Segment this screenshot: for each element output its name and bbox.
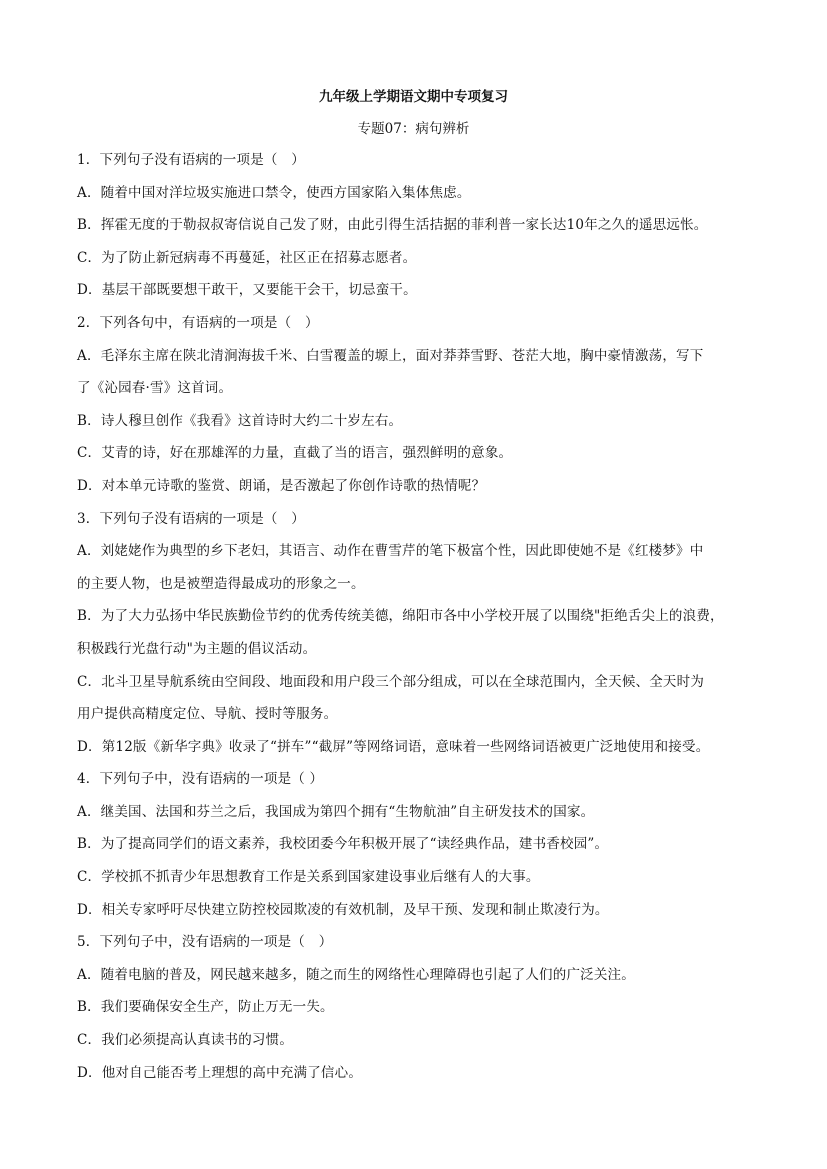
question-3-option-b-cont: 积极践行光盘行动"为主题的倡议活动。 <box>77 640 317 657</box>
page-title: 九年级上学期语文期中专项复习 <box>319 89 508 105</box>
question-3-option-c-cont: 用户提供高精度定位、导航、授时等服务。 <box>77 706 338 723</box>
question-1-option-a: A．随着中国对洋垃圾实施进口禁令，使西方国家陷入集体焦虑。 <box>77 184 471 201</box>
question-3-stem: 3．下列句子没有语病的一项是（ ） <box>77 510 305 527</box>
document-body <box>77 149 757 1094</box>
question-4-option-c: C．学校抓不抓青少年思想教育工作是关系到国家建设事业后继有人的大事。 <box>77 869 540 886</box>
question-5-option-b: B．我们要确保安全生产，防止万无一失。 <box>77 999 334 1016</box>
question-1-stem: 1．下列句子没有语病的一项是（ ） <box>77 152 305 168</box>
question-5-stem: 5．下列句子中，没有语病的一项是（ ） <box>77 934 333 951</box>
question-4-option-a: A．继美国、法国和芬兰之后，我国成为第四个拥有“生物航油”自主研发技术的国家。 <box>77 803 595 820</box>
question-2-stem: 2．下列各句中，有语病的一项是（ ） <box>77 314 319 331</box>
question-4-option-d: D．相关专家呼吁尽快建立防控校园欺凌的有效机制，及早干预、发现和制止欺凌行为。 <box>77 901 609 918</box>
question-3-option-a-cont: 的主要人物，也是被塑造得最成功的形象之一。 <box>77 575 365 592</box>
question-5-option-d: D．他对自己能否考上理想的高中充满了信心。 <box>77 1064 363 1081</box>
page-subtitle: 专题07：病句辨析 <box>357 121 470 137</box>
question-3-option-a: A．刘姥姥作为典型的乡下老妇，其语言、动作在曹雪芹的笔下极富个性，因此即使她不是《红楼梦》中 <box>77 543 704 560</box>
question-2-option-b: B．诗人穆旦创作《我看》这首诗时大约二十岁左右。 <box>77 412 403 429</box>
question-3-option-b: B．为了大力弘扬中华民族勤俭节约的优秀传统美德，绵阳市各中小学校开展了以围绕"拒绝舌尖上的浪费， <box>77 608 724 625</box>
question-4-stem: 4．下列句子中，没有语病的一项是（ ） <box>77 771 324 788</box>
question-3-option-d: D．第12版《新华字典》收录了“拼车”“截屏”等网络词语，意味着一些网络词语被更广泛地使用和接受。 <box>77 738 710 755</box>
question-2-option-a-cont: 了《沁园春·雪》这首词。 <box>77 380 233 397</box>
question-5-option-a: A．随着电脑的普及，网民越来越多，随之而生的网络性心理障碍也引起了人们的广泛关注。 <box>77 966 635 983</box>
question-2-option-a: A．毛泽东主席在陕北清涧海拔千米、白雪覆盖的塬上，面对莽莽雪野、苍茫大地，胸中豪情激荡，写下 <box>77 347 704 364</box>
question-5-option-c: C．我们必须提高认真读书的习惯。 <box>77 1032 294 1049</box>
question-4-option-b: B．为了提高同学们的语文素养，我校团委今年积极开展了“读经典作品，建书香校园”。 <box>77 836 609 853</box>
question-2-option-c: C．艾青的诗，好在那雄浑的力量，直截了当的语言，强烈鲜明的意象。 <box>77 445 513 462</box>
question-1-option-d: D．基层干部既要想干敢干，又要能干会干，切忌蛮干。 <box>77 282 417 299</box>
question-1-option-c: C．为了防止新冠病毒不再蔓延，社区正在招募志愿者。 <box>77 249 417 266</box>
question-2-option-d: D．对本单元诗歌的鉴赏、朗诵，是否激起了你创作诗歌的热情呢？ <box>77 477 486 494</box>
question-1-option-b: B．挥霍无度的于勒叔叔寄信说自己发了财，由此引得生活拮据的菲利普一家长达10年之久的遥思远怅。 <box>77 217 708 234</box>
question-3-option-c: C．北斗卫星导航系统由空间段、地面段和用户段三个部分组成，可以在全球范围内，全天候、全天时为 <box>77 673 705 690</box>
